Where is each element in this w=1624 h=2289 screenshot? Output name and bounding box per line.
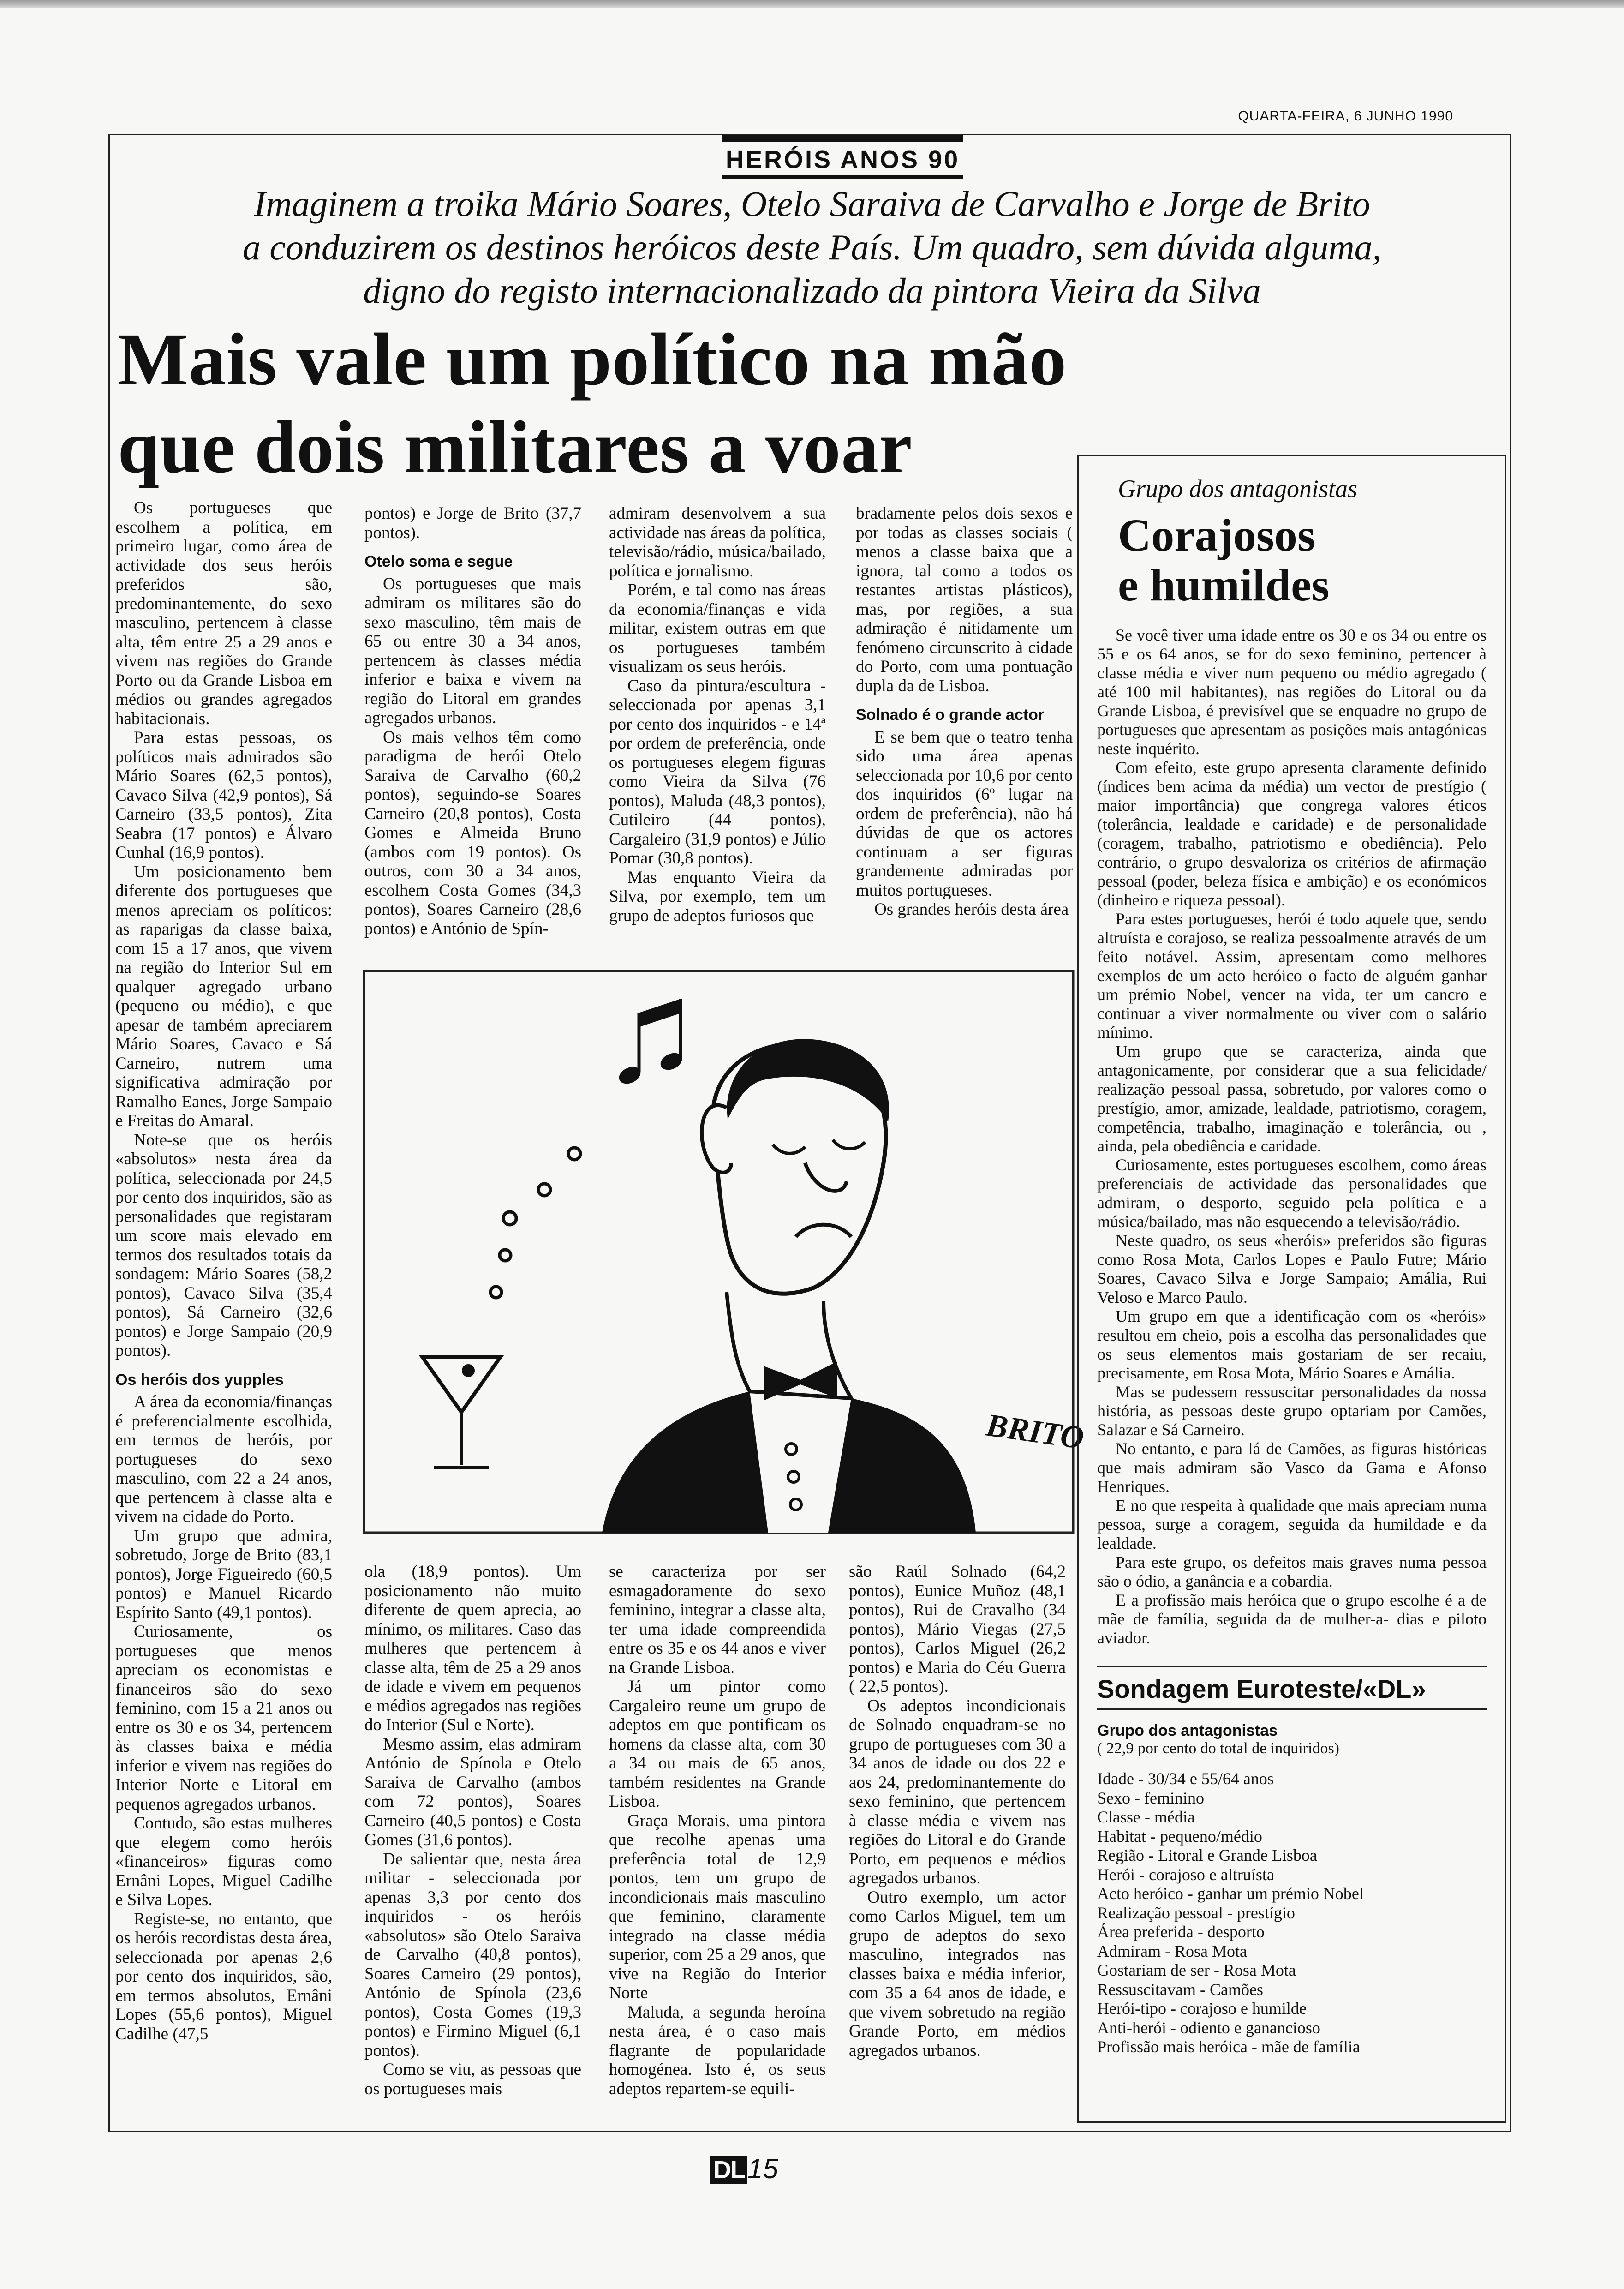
bubbles — [490, 1148, 580, 1298]
music-notes-icon — [616, 999, 684, 1087]
paragraph: Mas enquanto Vieira da Silva, por exemplo, tem um grupo de adeptos furiosos que — [609, 868, 826, 925]
paragraph: Os grandes heróis desta área — [874, 900, 1069, 919]
survey-line: Sexo - feminino — [1097, 1788, 1204, 1807]
column-6 — [609, 1562, 826, 2098]
deck-line: digno do registo internacionalizado da pintora Vieira da Silva — [363, 270, 1261, 311]
survey-line: Admiram - Rosa Mota — [1097, 1941, 1247, 1960]
sidebar-title-line: e humildes — [1118, 559, 1330, 611]
cartoon-signature: BRITO — [984, 1407, 1087, 1456]
survey-line: Anti-herói - odiento e ganancioso — [1097, 2018, 1320, 2037]
survey-line: Área preferida - desporto — [1097, 1923, 1265, 1941]
paragraph: A área da economia/finanças é preferencialmente escolhida, em termos de heróis, por portugueses do sexo masculino, com 22 a 24 anos, que pertencem à classe alta e vivem na cidade do Porto. — [115, 1392, 332, 1526]
paragraph: admiram desenvolvem a sua actividade nas áreas da política, televisão/rádio, música/bailado, política e jornalismo. — [609, 504, 826, 581]
paragraph: Para estes portugueses, herói é todo aquele que, sendo altruísta e corajoso, se realiza pessoalmente através de um feito notável. Assim, apresentam como melhores exemplos de um acto heróico o facto de alguém ganhar um prémio Nobel, vencer na vida, ter um cancro e continuar a viver normalmente ou viver com o salário mínimo. — [1097, 910, 1487, 1042]
paragraph: Contudo, são estas mulheres que elegem como heróis «financeiros» figuras como Ernâni Lopes, Miguel Cadilhe e Silva Lopes. — [115, 1814, 332, 1909]
survey-line: Profissão mais heróica - mãe de família — [1097, 2037, 1360, 2056]
top-edge-rule — [0, 0, 1624, 8]
paragraph: No entanto, e para lá de Camões, as figuras históricas que mais admiram são Vasco da Gama e Afonso Henriques. — [1097, 1439, 1487, 1496]
survey-line: Herói-tipo - corajoso e humilde — [1097, 1999, 1307, 2018]
headline-line: que dois militares a voar — [118, 406, 913, 489]
paragraph: Graça Morais, uma pintora que recolhe apenas uma preferência total de 12,9 pontos, tem um grupo de incondicionais mais masculino que feminino, claramente integrado na classe média superior, com 25 a 29 anos, que vive na Região do Interior Norte — [609, 1811, 826, 2002]
column-5 — [364, 1562, 581, 2098]
survey-group: Grupo dos antagonistas — [1097, 1722, 1278, 1739]
survey-line: Idade - 30/34 e 55/64 anos — [1097, 1769, 1274, 1788]
paragraph: se caracteriza por ser esmagadoramente do sexo feminino, integrar a classe alta, ter uma idade compreendida entre os 35 e os 44 anos e viver na Grande Lisboa. — [609, 1562, 826, 1677]
paragraph: bradamente pelos dois sexos e por todas as classes sociais ( menos a classe baixa que a ignora, tal como a todos os restantes artistas plásticos), mas, por regiões, a sua admiração é nitidamente um fenómeno circunscrito à cidade do Porto, com uma pontuação dupla da de Lisboa. — [856, 504, 1073, 695]
column-4 — [856, 504, 1073, 919]
paragraph: Outro exemplo, um actor como Carlos Miguel, tem um grupo de adeptos do sexo masculino, integrados nas classes baixa e média inferior, com 35 a 64 anos de idade, e que vivem sobretudo na região Grande Porto, em médios agregados urbanos. — [849, 1888, 1066, 2060]
survey-list — [1097, 1769, 1487, 2057]
cartoon-illustration — [362, 969, 1087, 1534]
sidebar-title — [1118, 510, 1487, 610]
survey-line: Classe - média — [1097, 1808, 1195, 1826]
subheading: Os heróis dos yupples — [115, 1371, 284, 1389]
paragraph: Como se viu, as pessoas que os portugueses mais — [364, 2060, 581, 2098]
paragraph: De salientar que, nesta área militar - seleccionada por apenas 3,3 por cento dos inquiridos - os heróis «absolutos» são Otelo Saraiva de Carvalho (40,8 pontos), Soares Carneiro (29 pontos), António de Spínola (23,6 pontos), Costa Gomes (19,3 pontos) e Firmino Miguel (6,1 pontos). — [364, 1849, 581, 2060]
sidebar-kicker: Grupo dos antagonistas — [1118, 475, 1358, 503]
paragraph: Os mais velhos têm como paradigma de herói Otelo Saraiva de Carvalho (60,2 pontos), seguindo-se Soares Carneiro (20,8 pontos), Costa Gomes e Almeida Bruno (ambos com 19 pontos). Os outros, com 30 a 34 anos, escolhem Costa Gomes (34,3 pontos), Soares Carneiro (28,6 pontos) e António de Spín- — [364, 727, 581, 938]
paragraph: E se bem que o teatro tenha sido uma área apenas seleccionada por 10,6 por cento dos inquiridos (6º lugar na ordem de preferência), não há dúvidas de que os actores continuam a ser figuras grandemente admiradas por muitos portugueses. — [856, 727, 1073, 900]
survey-share: ( 22,9 por cento do total de inquiridos) — [1097, 1740, 1340, 1757]
paragraph: Os portugueses que escolhem a política, em primeiro lugar, como área de actividade dos seus heróis preferidos são, predominantemente, do sexo masculino, pertencem à classe alta, têm entre 25 a 29 anos e vivem nas regiões do Grande Porto ou da Grande Lisboa em médios ou grandes agregados habitacionais. — [115, 498, 332, 728]
paragraph: Curiosamente, estes portugueses escolhem, como áreas preferenciais de actividade das personalidades que admiram, o desporto, seguido pela política e a música/bailado, mas não esquecendo a televisão/rádio. — [1097, 1156, 1487, 1231]
paragraph: E no que respeita à qualidade que mais apreciam numa pessoa, surge a coragem, seguida da humildade e da lealdade. — [1097, 1496, 1487, 1552]
survey-line: Gostariam de ser - Rosa Mota — [1097, 1961, 1296, 1979]
survey-line: Acto heróico - ganhar um prémio Nobel — [1097, 1884, 1364, 1903]
paragraph: Com efeito, este grupo apresenta claramente definido (índices bem acima da média) um vector de prestígio ( maior importância) que congrega valores éticos (tolerância, lealdade e caridade) e de personalidade (coragem, trabalho, patriotismo e obediência). Pelo contrário, o grupo desvaloriza os critérios de afirmação pessoal (poder, beleza física e ambição) e os económicos (dinheiro e riqueza pessoal). — [1097, 758, 1487, 909]
survey-line: Ressuscitavam - Camões — [1097, 1980, 1263, 1999]
paragraph: E a profissão mais heróica que o grupo escolhe é a de mãe de família, seguida da de mulher-a- dias e piloto aviador. — [1097, 1591, 1487, 1647]
paragraph: Mas se pudessem ressuscitar personalidades da nossa história, as pessoas deste grupo optariam por Camões, Salazar e Sá Carneiro. — [1097, 1383, 1487, 1439]
survey-title: Sondagem Euroteste/«DL» — [1097, 1666, 1487, 1710]
paragraph: Se você tiver uma idade entre os 30 e os 34 ou entre os 55 e os 64 anos, se for do sexo feminino, pertencer à classe média e viver num pequeno ou médio agregado ( até 100 mil habitantes), nas regiões do Litoral ou da Grande Lisboa, é previsível que se enquadre no grupo de portugueses que apresentam as posições mais antagónicas neste inquérito. — [1097, 626, 1487, 758]
footer-logo: DL — [710, 2156, 747, 2184]
subheading: Solnado é o grande actor — [856, 706, 1045, 724]
survey-line: Habitat - pequeno/médio — [1097, 1827, 1262, 1846]
sidebar-text — [1097, 626, 1487, 1648]
sidebar-box — [1077, 455, 1506, 2123]
survey-line: Herói - corajoso e altruísta — [1097, 1865, 1274, 1884]
survey-line: Realização pessoal - prestígio — [1097, 1903, 1295, 1922]
column-3 — [609, 504, 826, 925]
page-footer — [710, 2153, 778, 2185]
paragraph: pontos) e Jorge de Brito (37,7 pontos). — [364, 504, 581, 542]
paragraph: Caso da pintura/escultura - seleccionada por apenas 3,1 por cento dos inquiridos - e 14ª por ordem de preferência, onde os portugueses elegem figuras como Vieira da Silva (76 pontos), Maluda (48,3 pontos), Cutileiro (44 pontos), Cargaleiro (31,9 pontos) e Júlio Pomar (30,8 pontos). — [609, 676, 826, 868]
deck-line: Imaginem a troika Mário Soares, Otelo Saraiva de Carvalho e Jorge de Brito — [254, 184, 1370, 224]
paragraph: Um posicionamento bem diferente dos portugueses que menos apreciam os políticos: as raparigas da classe baixa, com 15 a 17 anos, que vivem na região do Interior Sul em qualquer agregado urbano (pequeno ou médio), e que apesar de também apreciarem Mário Soares, Cavaco e Sá Carneiro, nutrem uma significativa admiração por Ramalho Eanes, Jorge Sampaio e Freitas do Amaral. — [115, 862, 332, 1130]
paragraph: Um grupo em que a identificação com os «heróis» resultou em cheio, pois a escolha das personalidades que os seus elementos mais gostariam de ser recaiu, precisamente, em Rosa Mota, Mário Soares e Amália. — [1097, 1307, 1487, 1382]
paragraph: são Raúl Solnado (64,2 pontos), Eunice Muñoz (48,1 pontos), Rui de Cravalho (34 pontos), Mário Viegas (27,5 pontos), Carlos Miguel (26,2 pontos) e Maria do Céu Guerra ( 22,5 pontos). — [849, 1562, 1066, 1696]
paragraph: Note-se que os heróis «absolutos» nesta área da política, seleccionada por 24,5 por cento dos inquiridos, são as personalidades que registaram um score mais elevado em termos dos resultados totais da sondagem: Mário Soares (58,2 pontos), Cavaco Silva (35,4 pontos), Sá Carneiro (32,6 pontos) e Jorge Sampaio (20,9 pontos). — [115, 1130, 332, 1360]
paragraph: Porém, e tal como nas áreas da economia/finanças e vida militar, existem outras em que os portugueses também visualizam os seus heróis. — [609, 581, 826, 676]
column-2 — [364, 504, 581, 938]
article-deck — [115, 182, 1509, 312]
paragraph: ola (18,9 pontos). Um posicionamento não muito diferente de quem aprecia, ao mínimo, os militares. Caso das mulheres que pertencem à classe alta, têm de 25 a 29 anos de idade e vivem em pequenos e médios agregados nas regiões do Interior (Sul e Norte). — [364, 1562, 581, 1734]
paragraph: Curiosamente, os portugueses que menos apreciam os economistas e financeiros são do sexo feminino, com 15 a 21 anos ou entre os 30 e os 34, pertencem às classes baixa e média inferior e vivem nas regiões do Interior Norte e Litoral em pequenos agregados urbanos. — [115, 1622, 332, 1814]
section-rubric: HERÓIS ANOS 90 — [722, 145, 963, 179]
paragraph: Mesmo assim, elas admiram António de Spínola e Otelo Saraiva de Carvalho (ambos com 72 pontos), Soares Carneiro (40,5 pontos) e Costa Gomes (31,6 pontos). — [364, 1734, 581, 1849]
survey-line: Região - Litoral e Grande Lisboa — [1097, 1846, 1317, 1864]
subheading: Otelo soma e segue — [364, 553, 513, 570]
paragraph: Neste quadro, os seus «heróis» preferidos são figuras como Rosa Mota, Carlos Lopes e Paulo Futre; Mário Soares, Cavaco Silva e Jorge Sampaio; Amália, Rui Veloso e Marco Paulo. — [1097, 1231, 1487, 1306]
paragraph: Registe-se, no entanto, que os heróis recordistas desta área, seleccionada por apenas 2,6 por cento dos inquiridos, são, em termos absolutos, Ernâni Lopes (55,6 pontos), Miguel Cadilhe (47,5 — [115, 1909, 332, 2043]
column-7 — [849, 1562, 1066, 2060]
page-number: 15 — [747, 2153, 778, 2184]
paragraph: Maluda, a segunda heroína nesta área, é o caso mais flagrante de popularidade homogénea. Isto é, os seus adeptos repartem-se equili- — [609, 2002, 826, 2098]
martini-glass-icon — [422, 1357, 501, 1468]
paragraph: Um grupo que admira, sobretudo, Jorge de Brito (83,1 pontos), Jorge Figueiredo (60,5 pontos) e Manuel Ricardo Espírito Santo (49,1 pontos). — [115, 1526, 332, 1622]
column-1 — [115, 498, 332, 2043]
headline-line: Mais vale um político na mão — [118, 318, 1067, 401]
paragraph: Já um pintor como Cargaleiro reune um grupo de adeptos em que pontificam os homens da classe alta, com 30 a 34 ou mais de 65 anos, também residentes na Grande Lisboa. — [609, 1677, 826, 1811]
paragraph: Um grupo que se caracteriza, ainda que antagonicamente, por considerar que a sua felicidade/ realização pessoal passa, sobretudo, por valores como o prestígio, amor, amizade, lealdade, patriotismo, coragem, competência, trabalho, imaginação e tolerância, ou , ainda, pela obediência e caridade. — [1097, 1042, 1487, 1155]
paragraph: Os adeptos incondicionais de Solnado enquadram-se no grupo de portugueses com 30 a 34 anos de idade ou dos 22 e aos 24, predominantemente do sexo feminino, que pertencem à classe média e vivem nas regiões do Litoral e do Grande Porto, em pequenos e médios agregados urbanos. — [849, 1696, 1066, 1888]
sidebar-title-line: Corajosos — [1118, 509, 1315, 561]
paragraph: Para estas pessoas, os políticos mais admirados são Mário Soares (62,5 pontos), Cavaco Silva (42,9 pontos), Sá Carneiro (33,5 pontos), Zita Seabra (17 pontos) e Álvaro Cunhal (16,9 pontos). — [115, 728, 332, 862]
deck-line: a conduzirem os destinos heróicos deste País. Um quadro, sem dúvida alguma, — [242, 227, 1382, 267]
page-date: QUARTA-FEIRA, 6 JUNHO 1990 — [1238, 108, 1453, 124]
paragraph: Para este grupo, os defeitos mais graves numa pessoa são o ódio, a ganância e a cobardia. — [1097, 1553, 1487, 1590]
paragraph: Os portugueses que mais admiram os militares são do sexo masculino, têm mais de 65 ou entre 30 a 34 anos, pertencem às classes média inferior e baixa e vivem na região do Litoral em grandes agregados urbanos. — [364, 574, 581, 727]
